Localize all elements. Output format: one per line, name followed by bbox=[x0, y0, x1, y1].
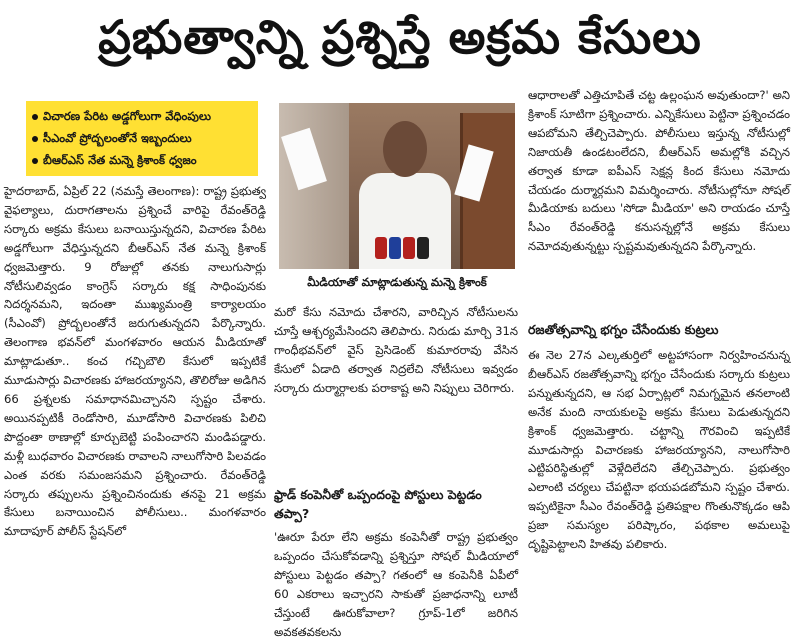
paragraph: 'ఊరూ పేరూ లేని అక్రమ కంపెనీతో రాష్ట్ర ప్రభుత్వం ఒప్పందం చేసుకోవడాన్ని ప్రశ్నిస్తూ సోషల్ మీడియాలో పోస్టులు పెట్టడం తప్పా? గతంలో ఆ కంపెనీకి ఏపీలో 60 ఎకరాలు ఇచ్చారని సాకుతో ప్రజాధనాన్ని లూటీ చేస్తుంటే ఊరుకోవాలా? గ్రూప్-1లో జరిగిన అవకతవకలను bbox=[274, 530, 518, 639]
bullet-icon bbox=[32, 114, 38, 120]
article-column-3 bbox=[528, 86, 790, 256]
paragraph: హైదరాబాద్, ఏప్రిల్ 22 (నమస్తే తెలంగాణ): రాష్ట్ర ప్రభుత్వ వైఫల్యాలు, దురాగతాలను ప్రశ్నించే వారిపై రేవంత్‌రెడ్డి సర్కారు అక్రమ కేసులు బనాయిస్తున్నదని, విచారణ పేరిట అడ్డగోలుగా వేధిస్తున్నదని బీఆర్ఎస్ నేత మన్నె క్రిశాంక్ ధ్వజమెత్తారు. 9 రోజుల్లో తనకు నాలుగుసార్లు నోటీసులివ్వడం కాంగ్రెస్ సర్కారు కక్ష సాధింపునకు నిదర్శనమని, ఇదంతా ముఖ్యమంత్రి కార్యాలయం (సీఎంవో) ప్రోద్బలంతోనే జరుగుతున్నదని పేర్కొన్నారు. తెలంగాణ భవన్‌లో మంగళవారం ఆయన మీడియాతో మాట్లాడుతూ.. కంచ గచ్చిబౌలి కేసులో ఇప్పటికే మూడుసార్లు విచారణకు హాజరయ్యానని, తొలిరోజు అడిగిన 66 ప్రశ్నలకు సమాధానమిచ్చానని స్పష్టం చేశారు. అయినప్పటికీ రెండోసారి, మూడోసారి విచారణకు పిలిచి పొద్దంతా ఠాణాల్లో కూర్చుబెట్టి పంపించారని మండిపడ్డారు. మళ్లీ బుధవారం విచారణకు రావాలని నాలుగోసారి పిలవడం ఎంత వరకు సమంజసమని ప్రశ్నించారు. రేవంత్‌రెడ్డి సర్కారు తప్పులను ప్రశ్నించినందుకు తనపై 21 అక్రమ కేసులు బనాయించిన పోలీసులు.. మంగళవారం మాదాపూర్ పోలీస్ స్టేషన్‌లో bbox=[4, 184, 266, 539]
microphone-icon bbox=[417, 237, 429, 259]
article-column-1 bbox=[4, 182, 266, 541]
microphone-icon bbox=[403, 237, 415, 259]
subheading: ఫ్రాడ్ కంపెనీతో ఒప్పందంపై పోస్టులు పెట్టడం తప్పా? bbox=[274, 487, 482, 521]
microphone-icon bbox=[375, 237, 387, 259]
paragraph: ఈ నెల 27న ఎల్కతుర్తిలో అట్టహాసంగా నిర్వహించనున్న బీఆర్ఎస్ రజతోత్సవాన్ని భగ్నం చేసేందుకు సర్కారు కుట్రలు పన్నుతున్నదని, ఆ సభ ఏర్పాట్లలో నిమగ్నమైన తనలాంటి అనేక మంది నాయకులపై అక్రమ కేసులు పెడుతున్నదని క్రిశాంక్ ధ్వజమెత్తారు. చట్టాన్ని గౌరవించి ఇప్పటికే మూడుసార్లు విచారణకు హాజరయ్యానని, నాలుగోసారి ఎట్టిపరిస్థితుల్లో వెళ్లేదిలేదని తేల్చిచెప్పారు. ప్రభుత్వం ఎలాంటి చర్యలు చేపట్టినా భయపడబోమని స్పష్టం చేశారు. ఇప్పటికైనా సీఎం రేవంత్‌రెడ్డి ప్రతిపక్షాల గొంతునొక్కడం ఆపి ప్రజా సమస్యల పరిష్కారం, పథకాల అమలుపై దృష్టిపెట్టాలని హితవు పలికారు. bbox=[528, 348, 790, 552]
news-photo bbox=[279, 103, 515, 269]
article-column-2b bbox=[274, 528, 518, 641]
article-column-3b bbox=[528, 346, 790, 554]
photo-wall bbox=[279, 103, 349, 269]
photo-caption: మీడియాతో మాట్లాడుతున్న మన్నె క్రిశాంక్ bbox=[307, 275, 487, 289]
photo-person-head bbox=[383, 121, 427, 177]
highlight-text: సీఎంవో ప్రోద్బలంతోనే ఇబ్బందులు bbox=[43, 131, 192, 145]
highlights-box bbox=[26, 101, 258, 176]
bullet-icon bbox=[32, 158, 38, 164]
paragraph: మరో కేసు నమోదు చేశారని, వారిచ్చిన నోటీసులను చూస్తే ఆశ్చర్యమేసిందని తెలిపారు. నిరుడు మార్చి 31న గాంధీభవన్‌లో వైస్ ప్రెసిడెంట్ కుమారరావు వేసిన కేసులో ఏడాది తర్వాత నిద్రలేచి నోటీసులు ఇవ్వడం సర్కారు దుర్మార్గాలకు పరాకాష్ట అని నిప్పులు చెరిగారు. bbox=[274, 305, 518, 395]
paragraph: ఆధారాలతో ఎత్తిచూపితే చట్ట ఉల్లంఘన అవుతుందా?' అని క్రిశాంక్ సూటిగా ప్రశ్నించారు. ఎన్నికేసులు పెట్టినా ప్రశ్నించడం ఆపబోమని తేల్చిచెప్పారు. పోలీసులు ఇస్తున్న నోటీసుల్లో నిజాయతీ ఉండటంలేదని, బీఆర్ఎస్ అమల్లోకి వచ్చిన తర్వాత కూడా ఐపీఎస్ సెక్షన్ల కింద కేసులు నమోదు చేయడం దుర్మార్గమని విమర్శించారు. నోటీసుల్లోనూ సోషల్ మీడియాకు బదులు 'సోడా మీడియా' అని రాయడం చూస్తే సీఎం రేవంత్‌రెడ్డి కనుసన్నల్లోనే అక్రమ కేసులు నమోదవుతున్నట్టు స్పష్టమవుతున్నదని పేర్కొన్నారు. bbox=[528, 88, 790, 254]
microphone-icon bbox=[389, 237, 401, 259]
article-column-2 bbox=[274, 303, 518, 398]
highlight-item bbox=[32, 105, 252, 127]
highlight-text: విచారణ పేరిట అడ్డగోలుగా వేధింపులు bbox=[43, 109, 211, 123]
highlight-text: బీఆర్ఎస్ నేత మన్నె క్రిశాంక్ ధ్వజం bbox=[43, 153, 197, 167]
highlight-item bbox=[32, 149, 252, 171]
headline: ప్రభుత్వాన్ని ప్రశ్నిస్తే అక్రమ కేసులు bbox=[98, 10, 702, 64]
subheading: రజతోత్సవాన్ని భగ్నం చేసేందుకు కుట్రలు bbox=[528, 322, 719, 337]
highlight-item bbox=[32, 127, 252, 149]
photo-microphones bbox=[375, 237, 445, 261]
bullet-icon bbox=[32, 136, 38, 142]
